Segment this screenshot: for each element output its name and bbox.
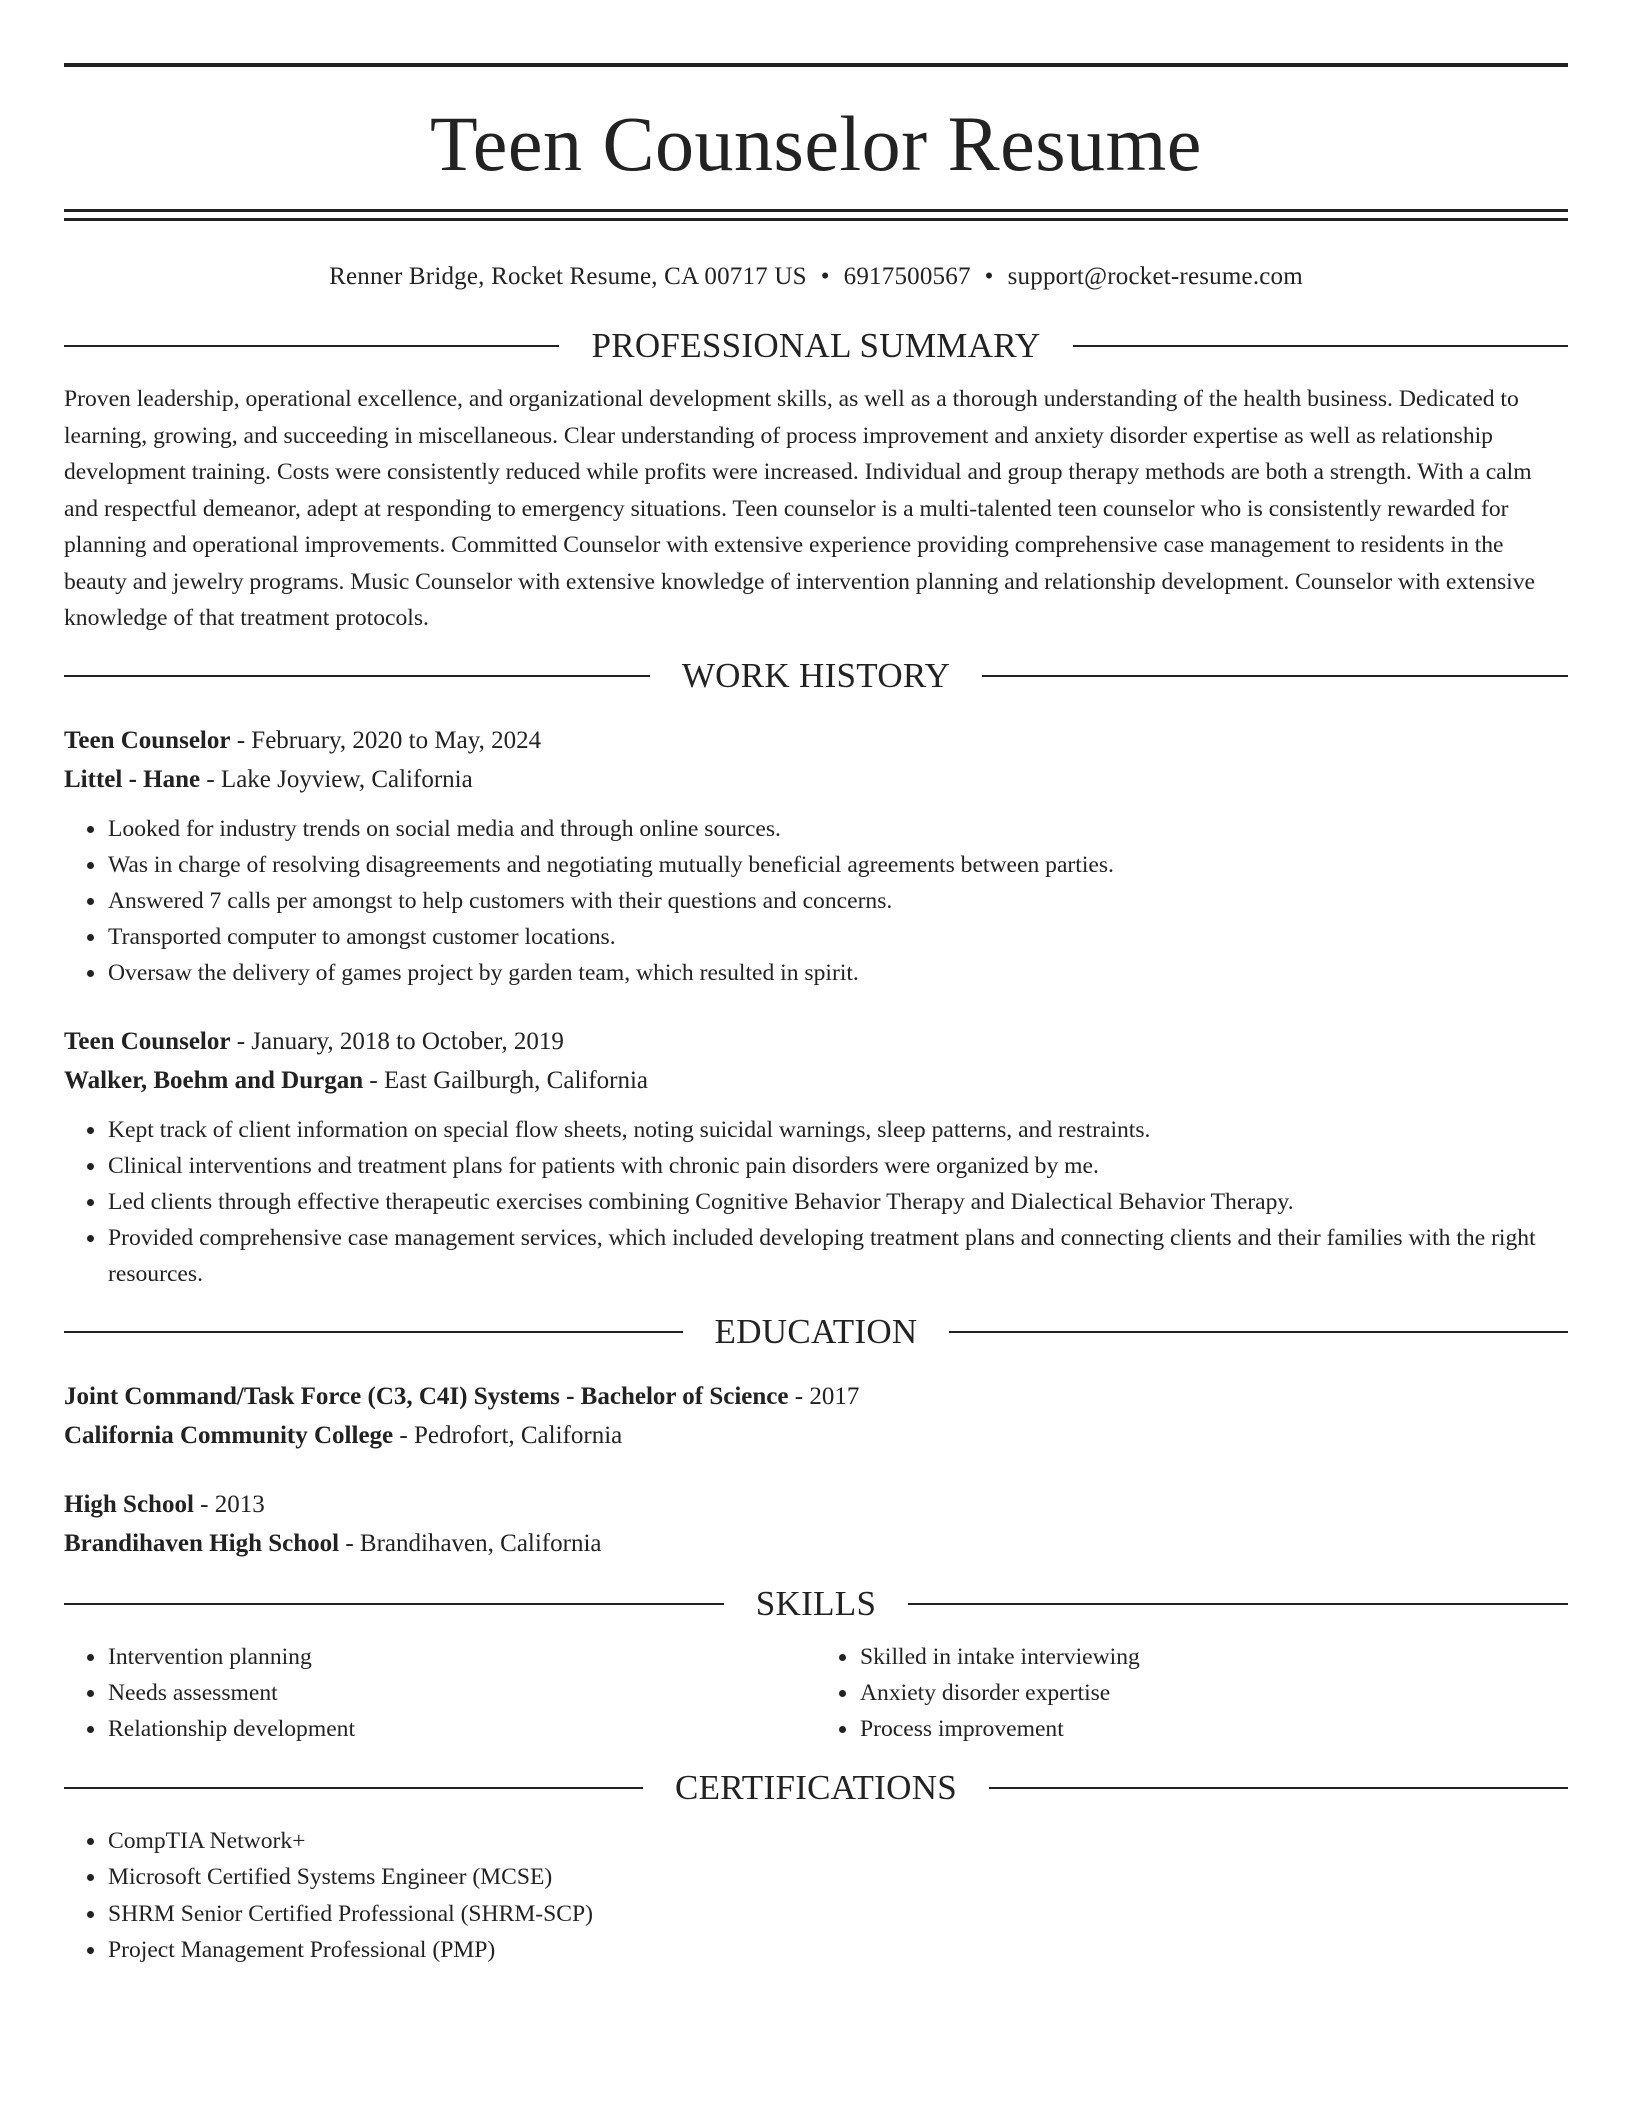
education-school-line <box>64 1524 1568 1563</box>
section-title: CERTIFICATIONS <box>674 1768 958 1808</box>
job-location: - Lake Joyview, California <box>200 765 473 793</box>
job-entry <box>64 1022 1568 1293</box>
job-company-line <box>64 1061 1568 1100</box>
list-item: • Kept track of client information on special flow sheets, noting suicidal warnings, sleep patterns, and restraints. <box>107 1112 1568 1148</box>
list-item: • Microsoft Certified Systems Engineer (MCSE) <box>107 1859 1568 1895</box>
list-item: • Relationship development <box>107 1711 816 1747</box>
section-rule <box>64 1787 643 1789</box>
list-item: • Project Management Professional (PMP) <box>107 1932 1568 1968</box>
job-title: Teen Counselor <box>64 1027 231 1055</box>
education-year: - 2013 <box>193 1490 265 1518</box>
list-item: • Transported computer to amongst customer locations. <box>107 919 1568 955</box>
list-item: • Process improvement <box>859 1711 1568 1747</box>
section-header-education <box>64 1307 1568 1357</box>
list-item: • Intervention planning <box>107 1639 816 1675</box>
education-year: - 2017 <box>788 1382 860 1410</box>
list-item: • Skilled in intake interviewing <box>859 1639 1568 1675</box>
section-header-summary <box>64 321 1568 371</box>
certifications-list <box>64 1823 1568 1968</box>
section-rule <box>64 345 559 347</box>
section-rule <box>1073 345 1568 347</box>
job-bullets <box>64 811 1568 992</box>
section-header-work <box>64 651 1568 701</box>
contact-email: support@rocket-resume.com <box>1007 263 1303 290</box>
list-item: • Led clients through effective therapeutic exercises combining Cognitive Behavior Therapy and Dialectical Behavior Therapy. <box>107 1184 1568 1220</box>
education-location: - Brandihaven, California <box>339 1529 602 1557</box>
section-title: PROFESSIONAL SUMMARY <box>591 326 1041 365</box>
section-title: WORK HISTORY <box>681 655 951 695</box>
section-rule <box>982 675 1568 677</box>
section-title: SKILLS <box>755 1583 877 1623</box>
education-school: California Community College <box>64 1421 394 1449</box>
list-item: • Was in charge of resolving disagreements and negotiating mutually beneficial agreements between parties. <box>107 847 1568 883</box>
list-item: • Needs assessment <box>107 1675 816 1711</box>
section-rule <box>64 675 650 677</box>
job-company: Littel - Hane <box>64 765 201 793</box>
education-location: - Pedrofort, California <box>393 1421 623 1449</box>
list-item: • CompTIA Network+ <box>107 1823 1568 1859</box>
top-rule <box>64 63 1568 67</box>
section-header-certifications <box>64 1763 1568 1813</box>
section-rule <box>949 1331 1568 1333</box>
job-dates: - February, 2020 to May, 2024 <box>230 726 542 754</box>
job-location: - East Gailburgh, California <box>363 1066 649 1094</box>
list-item: • Answered 7 calls per amongst to help customers with their questions and concerns. <box>107 883 1568 919</box>
contact-separator: • <box>820 263 830 290</box>
education-degree: High School <box>64 1490 194 1518</box>
contact-separator: • <box>984 263 994 290</box>
list-item: • Anxiety disorder expertise <box>859 1675 1568 1711</box>
education-entry <box>64 1485 1568 1563</box>
title-double-rule <box>64 209 1568 221</box>
job-title: Teen Counselor <box>64 726 231 754</box>
list-item: • Provided comprehensive case management services, which included developing treatment plans and connecting clients and their families with the right resources. <box>107 1220 1568 1292</box>
job-bullets <box>64 1112 1568 1293</box>
job-title-line <box>64 1022 1568 1061</box>
job-entry <box>64 721 1568 992</box>
job-company-line <box>64 760 1568 799</box>
education-degree: Joint Command/Task Force (C3, C4I) Systems - Bachelor of Science <box>64 1382 789 1410</box>
list-item: • Clinical interventions and treatment plans for patients with chronic pain disorders were organized by me. <box>107 1148 1568 1184</box>
skills-grid <box>64 1639 1568 1748</box>
education-degree-line <box>64 1485 1568 1524</box>
job-company: Walker, Boehm and Durgan <box>64 1066 364 1094</box>
contact-address: Renner Bridge, Rocket Resume, CA 00717 US <box>329 263 807 290</box>
section-rule <box>989 1787 1568 1789</box>
education-entry <box>64 1377 1568 1455</box>
list-item: • Oversaw the delivery of games project by garden team, which resulted in spirit. <box>107 955 1568 991</box>
section-title: EDUCATION <box>714 1311 918 1351</box>
section-header-skills <box>64 1579 1568 1629</box>
job-title-line <box>64 721 1568 760</box>
education-school-line <box>64 1416 1568 1455</box>
summary-text: Proven leadership, operational excellence, and organizational development skills, as well as a thorough understanding of the health business. Dedicated to learning, growing, and succeeding in miscellaneous. Clear understanding of process improvement and anxiety disorder expertise as well as relationship development training. Costs were consistently reduced while profits were increased. Individual and group therapy methods are both a strength. With a calm and respectful demeanor, adept at responding to emergency situations. Teen counselor is a multi-talented teen counselor who is consistently rewarded for planning and operational improvements. Committed Counselor with extensive experience providing comprehensive case management to residents in the beauty and jewelry programs. Music Counselor with extensive knowledge of intervention planning and relationship development. Counselor with extensive knowledge of that treatment protocols. <box>64 386 1536 631</box>
skills-list-right <box>816 1639 1568 1748</box>
section-rule <box>908 1603 1568 1605</box>
job-dates: - January, 2018 to October, 2019 <box>230 1027 564 1055</box>
contact-phone: 6917500567 <box>843 263 971 290</box>
contact-line <box>64 257 1568 297</box>
education-degree-line <box>64 1377 1568 1416</box>
section-rule <box>64 1603 724 1605</box>
education-school: Brandihaven High School <box>64 1529 340 1557</box>
skills-list-left <box>64 1639 816 1748</box>
list-item: • Looked for industry trends on social media and through online sources. <box>107 811 1568 847</box>
section-rule <box>64 1331 683 1333</box>
resume-title: Teen Counselor Resume <box>430 100 1202 187</box>
list-item: • SHRM Senior Certified Professional (SHRM-SCP) <box>107 1896 1568 1932</box>
